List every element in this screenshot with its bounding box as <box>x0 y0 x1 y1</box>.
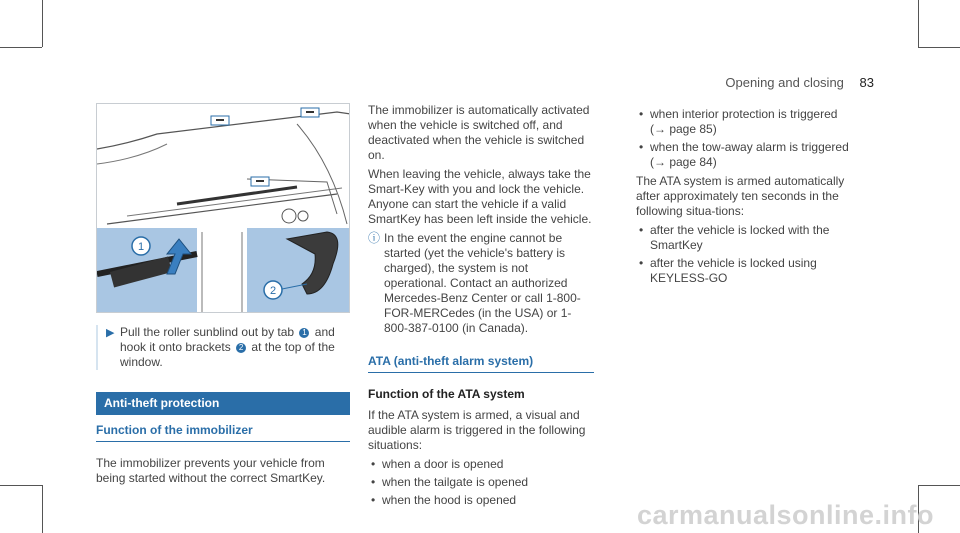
bullet-list <box>636 107 866 170</box>
instruction-step <box>96 325 350 370</box>
running-header <box>725 75 874 90</box>
subheading-immobilizer: Function of the immobilizer <box>96 423 350 442</box>
crop-mark <box>0 47 42 48</box>
crop-mark <box>918 0 919 47</box>
page-number: 83 <box>859 75 874 90</box>
section-heading: Anti-theft protection <box>96 392 350 415</box>
step-text-part: and hook it onto brackets <box>120 325 335 354</box>
step-text-part: at the top of the window. <box>120 340 335 369</box>
crop-mark <box>918 485 960 486</box>
bullet-list <box>368 457 594 508</box>
column-left <box>96 103 350 490</box>
crop-mark <box>42 485 43 533</box>
body-paragraph: When leaving the vehicle, always take the Smart-Key with you and lock the vehicle. Anyone can start the vehicle if a valid SmartKey has been left inside the vehicle. <box>368 167 592 226</box>
body-paragraph: The immobilizer prevents your vehicle from being started without the correct SmartKey. <box>96 456 326 485</box>
body-paragraph: If the ATA system is armed, a visual and audible alarm is triggered in the following situations: <box>368 408 586 452</box>
step-bar <box>96 325 98 370</box>
svg-text:2: 2 <box>269 285 277 297</box>
page-reference[interactable]: (→ page 84) <box>650 155 717 169</box>
crop-mark <box>918 47 960 48</box>
body-paragraph: The ATA system is armed automatically after approximately ten seconds in the following situa-tions: <box>636 174 845 218</box>
section-name: Opening and closing <box>725 75 844 90</box>
bullet-list <box>636 223 866 286</box>
crop-mark <box>42 0 43 47</box>
list-item <box>636 140 866 170</box>
list-item: • after the vehicle is locked using KEYLESS-GO <box>636 256 866 286</box>
step-text-part: Pull the roller sunblind out by tab <box>120 325 295 339</box>
list-item <box>636 107 866 137</box>
window-illustration <box>97 104 350 313</box>
subheading-ata-function: Function of the ATA system <box>368 387 525 401</box>
callout-1: 1 <box>299 328 309 338</box>
list-item: • after the vehicle is locked with the SmartKey <box>636 223 866 253</box>
crop-mark <box>0 485 42 486</box>
page-reference[interactable]: (→ page 85) <box>650 122 717 136</box>
play-icon: ▶ <box>106 327 115 339</box>
callout-2: 2 <box>236 343 246 353</box>
list-item-text: when the tow-away alarm is triggered <box>650 140 849 154</box>
note <box>368 231 594 336</box>
body-paragraph: The immobilizer is automatically activated when the vehicle is switched off, and deactivated when the vehicle is switched on. <box>368 103 590 162</box>
column-right <box>636 103 866 290</box>
note-text: In the event the engine cannot be started (yet the vehicle's battery is charged), the system is not operational. Contact an authorized Mercedes-Benz Center or call 1-800-FOR-MERCedes (in the USA) or 1-800-387-0100 (in Canada). <box>384 231 581 335</box>
list-item: • when the tailgate is opened <box>368 475 594 490</box>
step-text <box>120 325 350 370</box>
illustration-sunblind <box>96 103 350 313</box>
list-item: • when a door is opened <box>368 457 594 472</box>
column-middle <box>368 103 594 512</box>
svg-text:1: 1 <box>137 241 145 253</box>
list-item: • when the hood is opened <box>368 493 594 508</box>
watermark: carmanualsonline.info <box>636 500 934 530</box>
info-icon: ⓘ <box>368 231 381 245</box>
list-item-text: when interior protection is triggered <box>650 107 838 121</box>
subheading-ata: ATA (anti-theft alarm system) <box>368 354 594 373</box>
